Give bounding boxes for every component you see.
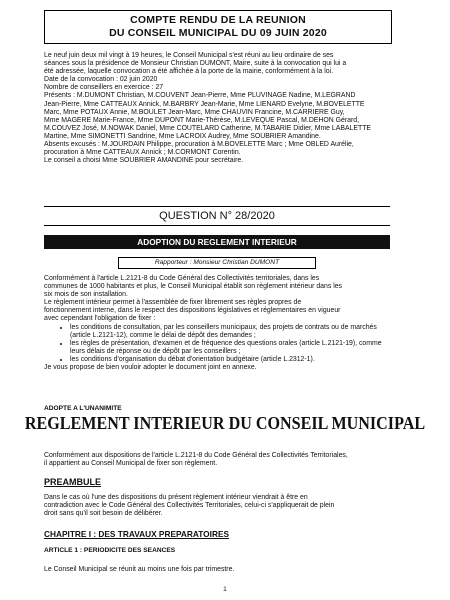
intro-line: Absents excusés : M.JOURDAIN Philippe, procuration à M.BOVELETTE Marc ; Mme OBLED Aurélie,	[44, 141, 354, 149]
list-item: • les règles de présentation, d'examen et de fréquence des questions orales (article L.2121-19), comme leurs délais de réponse ou de dépôt par les conseillers ;	[70, 340, 390, 356]
report-header	[44, 10, 392, 44]
intro-line: Date de la convocation : 02 juin 2020	[44, 76, 158, 84]
body-line: Le règlement intérieur permet à l'assemblée de fixer librement ses règles propres de	[44, 299, 302, 307]
intro-line: Le conseil a choisi Mme SOUBRIER AMANDINE pour secrétaire.	[44, 157, 244, 165]
page-number: 1	[223, 586, 227, 593]
chapter-heading: CHAPITRE I : DES TRAVAUX PREPARATOIRES	[44, 529, 230, 539]
intro-line: Présents : M.DUMONT Christian, M.COUVENT Jean-Pierre, Mme PLUVINAGE Nadine, M.LEGRAND	[44, 92, 356, 100]
body-line: avec cependant l'obligation de fixer :	[44, 315, 156, 323]
preambule-heading: PREAMBULE	[44, 477, 102, 487]
question-number: QUESTION N° 28/2020	[44, 206, 390, 226]
intro-line: séances sous la présidence de Monsieur Christian DUMONT, Maire, suite à la convocation qui lui a	[44, 60, 347, 68]
preambule-line: contradiction avec le Code Général des Collectivités Territoriales, celui-ci s'appliquerait de plein	[44, 502, 335, 510]
intro-line: procuration à Mme CATTEAUX Annick ; M.CORMONT Corentin.	[44, 149, 241, 157]
question-body	[44, 275, 390, 372]
article-1-heading: ARTICLE 1 : PERIODICITE DES SEANCES	[44, 547, 176, 554]
adoption-title: ADOPTION DU REGLEMENT INTERIEUR	[44, 235, 390, 249]
body-line: fonctionnement interne, dans le respect des dispositions législatives et réglementaires en vigueur	[44, 307, 341, 315]
list-item: • les conditions d'organisation du débat d'orientation budgétaire (article L.2312-1).	[70, 356, 390, 364]
intro-line: Nombre de conseillers en exercice : 27	[44, 84, 164, 92]
header-line-1: COMPTE RENDU DE LA REUNION	[130, 14, 306, 26]
vote-result: ADOPTE A L'UNANIMITE	[44, 405, 122, 412]
body-line: Conformément à l'article L.2121-8 du Code Général des Collectivités territoriales, dans les	[44, 275, 320, 282]
preambule-line: droit sans qu'il soit besoin de délibérer.	[44, 510, 163, 518]
rapporteur-box: Rapporteur : Monsieur Christian DUMONT	[118, 257, 316, 269]
intro-line: été adressée, laquelle convocation a été affichée à la porte de la mairie, conformément à la loi.	[44, 68, 334, 76]
conf-line: il appartient au Conseil Municipal de fixer son règlement.	[44, 460, 218, 468]
intro-line: Martine, Mme SIMONETTI Sandrine, Mme LACROIX Audrey, Mme SOUBRIER Amandine.	[44, 132, 321, 140]
conf-line: Conformément aux dispositions de l'article L.2121-8 du Code Général des Collectivités Territoriales,	[44, 452, 348, 459]
regulation-title: REGLEMENT INTERIEUR DU CONSEIL MUNICIPAL	[24, 413, 426, 433]
article-1-text: Le Conseil Municipal se réunit au moins une fois par trimestre.	[44, 566, 235, 573]
intro-section	[44, 52, 390, 165]
intro-line: M.COUVEZ José, M.NOWAK Daniel, Mme COUTELARD Catherine, M.TABARIE Didier, Mme LABALETTE	[44, 124, 371, 132]
header-line-2: DU CONSEIL MUNICIPAL DU 09 JUIN 2020	[109, 27, 327, 39]
closing-line: Je vous propose de bien vouloir adopter le document joint en annexe.	[44, 364, 257, 372]
obligations-list	[44, 324, 390, 364]
conformement-section	[44, 452, 390, 468]
body-line: communes de 1000 habitants et plus, le Conseil Municipal établit son règlement intérieur dans les	[44, 283, 342, 291]
intro-line: Le neuf juin deux mil vingt à 19 heures, le Conseil Municipal s'est réuni au lieu ordinaire de ses	[44, 52, 334, 59]
list-item: • les conditions de consultation, par les conseillers municipaux, des projets de contrats ou de marchés (article L.2121-12), comme le délai de dépôt des demandes ;	[70, 324, 390, 340]
preambule-line: Dans le cas où l'une des dispositions du présent règlement intérieur viendrait à être en	[44, 494, 308, 501]
body-line: six mois de son installation.	[44, 291, 128, 299]
preambule-text	[44, 494, 390, 519]
intro-line: Mme MAGERE Marie-France, Mme DUPONT Marie-Thérèse, M.LEVEQUE Pascal, M.DEHON Gérard,	[44, 116, 359, 124]
intro-line: Marc, Mme POTAUX Annie, M.BOULET Jean-Marc, Mme CHAUVIN Francine, M.CARRIERE Guy,	[44, 108, 345, 116]
intro-line: Jean-Pierre, Mme CATTEAUX Annick, M.BARBRY Jean-Marie, Mme LIENARD Evelyne, M.BOVELETTE	[44, 100, 365, 108]
